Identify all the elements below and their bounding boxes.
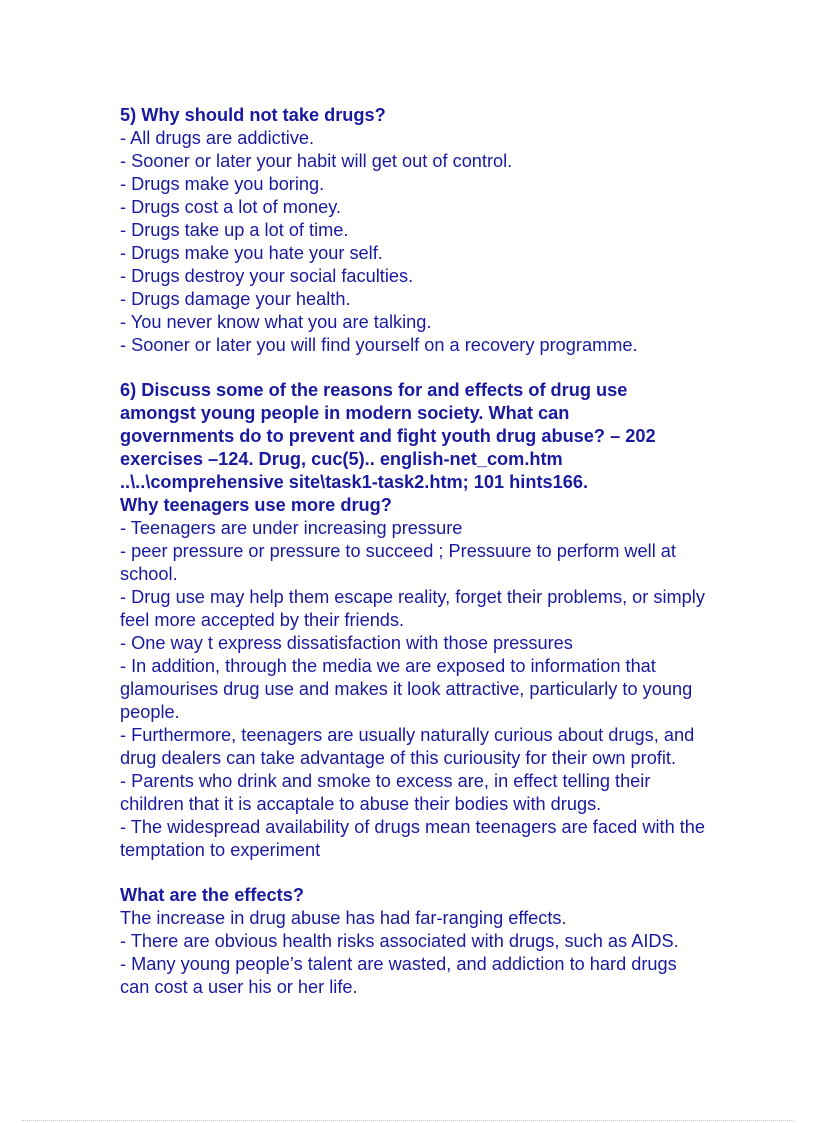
- section-6-heading-line: governments do to prevent and fight youth drug abuse? – 202: [120, 426, 656, 446]
- section-6-heading-line: 6) Discuss some of the reasons for and effects of drug use: [120, 380, 628, 400]
- list-item: - Drugs destroy your social faculties.: [120, 266, 414, 286]
- list-item: - You never know what you are talking.: [120, 312, 432, 332]
- list-item: - Drugs take up a lot of time.: [120, 220, 349, 240]
- section-5-heading: 5) Why should not take drugs?: [120, 105, 386, 125]
- list-item: - Teenagers are under increasing pressure: [120, 518, 463, 538]
- list-item: - The widespread availability of drugs mean teenagers are faced with the temptation to experiment: [120, 817, 706, 860]
- list-item: - One way t express dissatisfaction with those pressures: [120, 633, 573, 653]
- list-item: - peer pressure or pressure to succeed ; Pressuure to perform well at school.: [120, 541, 676, 584]
- list-item: - In addition, through the media we are exposed to information that glamourises drug use and makes it look attractive, particularly to young people.: [120, 656, 693, 722]
- list-item: - Drugs make you boring.: [120, 174, 325, 194]
- list-item: - Sooner or later your habit will get out of control.: [120, 151, 513, 171]
- section-6-heading-line: ..\..\comprehensive site\task1-task2.htm; 101 hints166.: [120, 472, 589, 492]
- list-item: - Parents who drink and smoke to excess are, in effect telling their children that it is accaptale to abuse their bodies with drugs.: [120, 771, 651, 814]
- spacer: [120, 357, 710, 379]
- spacer: [120, 862, 710, 884]
- effects-intro: The increase in drug abuse has had far-ranging effects.: [120, 908, 567, 928]
- effects-heading: What are the effects?: [120, 885, 304, 905]
- list-item: - Drug use may help them escape reality, forget their problems, or simply feel more accepted by their friends.: [120, 587, 705, 630]
- list-item: - Drugs cost a lot of money.: [120, 197, 342, 217]
- section-6-subheading: Why teenagers use more drug?: [120, 495, 392, 515]
- list-item: - Drugs damage your health.: [120, 289, 351, 309]
- list-item: - There are obvious health risks associated with drugs, such as AIDS.: [120, 931, 679, 951]
- list-item: - Furthermore, teenagers are usually naturally curious about drugs, and drug dealers can take advantage of this curiousity for their own profit.: [120, 725, 695, 768]
- list-item: - Sooner or later you will find yourself on a recovery programme.: [120, 335, 638, 355]
- list-item: - All drugs are addictive.: [120, 128, 315, 148]
- section-6-heading-line: amongst young people in modern society. What can: [120, 403, 570, 423]
- document-page: [120, 104, 710, 999]
- page-bottom-border: [22, 1120, 794, 1121]
- list-item: - Drugs make you hate your self.: [120, 243, 383, 263]
- section-6-heading-line: exercises –124. Drug, cuc(5).. english-net_com.htm: [120, 449, 563, 469]
- list-item: - Many young people’s talent are wasted, and addiction to hard drugs can cost a user his or her life.: [120, 954, 677, 997]
